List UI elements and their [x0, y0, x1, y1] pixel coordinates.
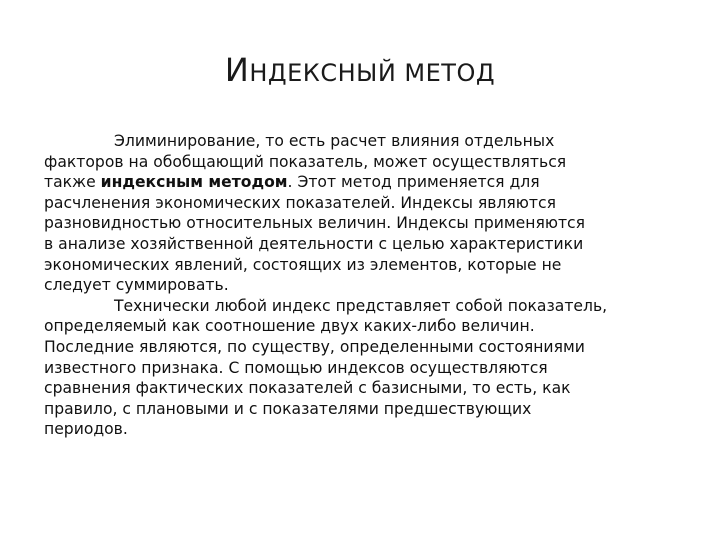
p2-line-7: периодов. [44, 420, 128, 439]
p1-line-8: следует суммировать. [44, 276, 229, 295]
p1-line-3-bold: индексным методом [100, 173, 288, 192]
p2-line-3: Последние являются, по существу, определенными состояниями [44, 337, 585, 356]
p1-line-4: расчленения экономических показателей. Индексы являются [44, 193, 556, 212]
p2-line-5: сравнения фактических показателей с базисными, то есть, как [44, 379, 571, 398]
p2-line [44, 296, 684, 317]
p1-line [44, 131, 684, 152]
p2-line-1: Технически любой индекс представляет собой показатель, [114, 296, 608, 315]
p1-line-6: в анализе хозяйственной деятельности с целью характеристики [44, 234, 584, 253]
p2-line-2: определяемый как соотношение двух каких-либо величин. [44, 317, 535, 336]
slide-body [44, 131, 684, 440]
p2-line-4: известного признака. С помощью индексов осуществляются [44, 358, 548, 377]
slide-title [0, 50, 720, 93]
p1-line-7: экономических явлений, состоящих из элементов, которые не [44, 255, 562, 274]
p1-line-2: факторов на обобщающий показатель, может осуществляться [44, 152, 567, 171]
p2-line-6: правило, с плановыми и с показателями предшествующих [44, 399, 532, 418]
p1-line-3-after: . Этот метод применяется для [287, 173, 540, 192]
p1-line-1: Элиминирование, то есть расчет влияния отдельных [114, 132, 555, 150]
p1-line [44, 172, 684, 193]
paragraph-1 [44, 131, 684, 296]
p1-line-5: разновидностью относительных величин. Индексы применяются [44, 214, 586, 233]
title-rest: НДЕКСНЫЙ МЕТОД [249, 59, 496, 87]
paragraph-2 [44, 296, 684, 440]
title-initial: И [224, 51, 250, 89]
p1-line-3-before: также [44, 173, 101, 192]
